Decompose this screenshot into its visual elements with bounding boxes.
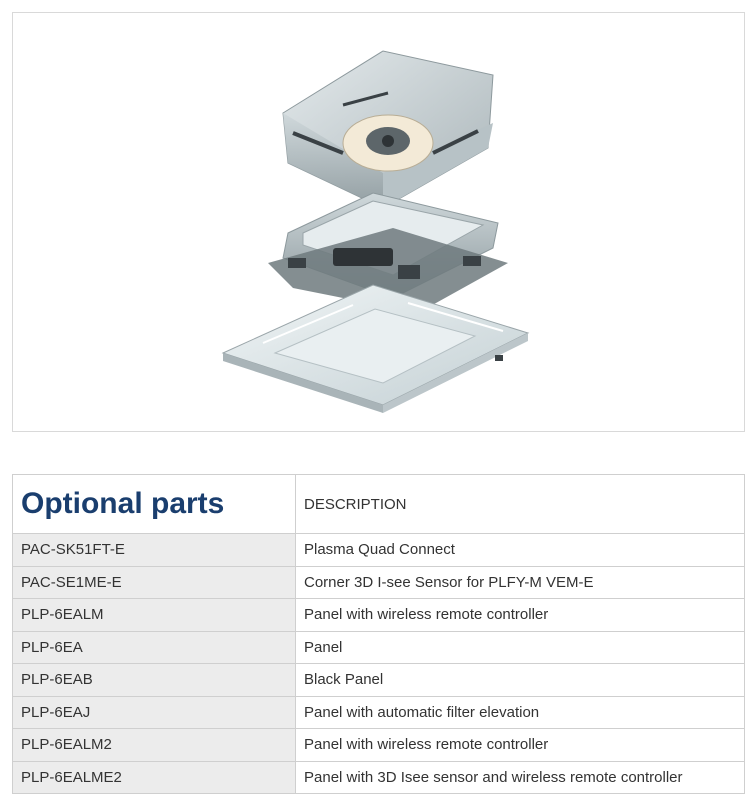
table-row <box>13 664 745 697</box>
part-description-cell: Black Panel <box>296 664 745 697</box>
table-row <box>13 566 745 599</box>
table-header-title-cell <box>13 475 296 534</box>
table-row <box>13 761 745 794</box>
part-code-cell: PLP-6EALME2 <box>13 761 296 794</box>
ceiling-cassette-exploded-image <box>13 13 744 431</box>
part-description-cell: Panel with automatic filter elevation <box>296 696 745 729</box>
table-title: Optional parts <box>21 487 225 520</box>
table-row <box>13 534 745 567</box>
part-description-cell: Panel <box>296 631 745 664</box>
table-header-description-cell <box>296 475 745 534</box>
product-image-frame <box>12 12 745 432</box>
part-description-cell: Panel with 3D Isee sensor and wireless remote controller <box>296 761 745 794</box>
part-code-cell: PAC-SK51FT-E <box>13 534 296 567</box>
optional-parts-table <box>12 474 745 794</box>
table-row <box>13 696 745 729</box>
cassette-bottom-panel <box>223 285 528 413</box>
part-description-cell: Corner 3D I-see Sensor for PLFY-M VEM-E <box>296 566 745 599</box>
table-header-row <box>13 475 745 534</box>
part-code-cell: PLP-6EALM2 <box>13 729 296 762</box>
part-code-cell: PLP-6EALM <box>13 599 296 632</box>
part-code-cell: PLP-6EA <box>13 631 296 664</box>
part-code-cell: PLP-6EAJ <box>13 696 296 729</box>
part-code-cell: PLP-6EAB <box>13 664 296 697</box>
cassette-top-unit <box>283 13 493 208</box>
table-row <box>13 729 745 762</box>
part-description-cell: Plasma Quad Connect <box>296 534 745 567</box>
part-description-cell: Panel with wireless remote controller <box>296 729 745 762</box>
part-description-cell: Panel with wireless remote controller <box>296 599 745 632</box>
part-code-cell: PAC-SE1ME-E <box>13 566 296 599</box>
description-column-header: DESCRIPTION <box>304 495 407 513</box>
table-row <box>13 631 745 664</box>
table-row <box>13 599 745 632</box>
